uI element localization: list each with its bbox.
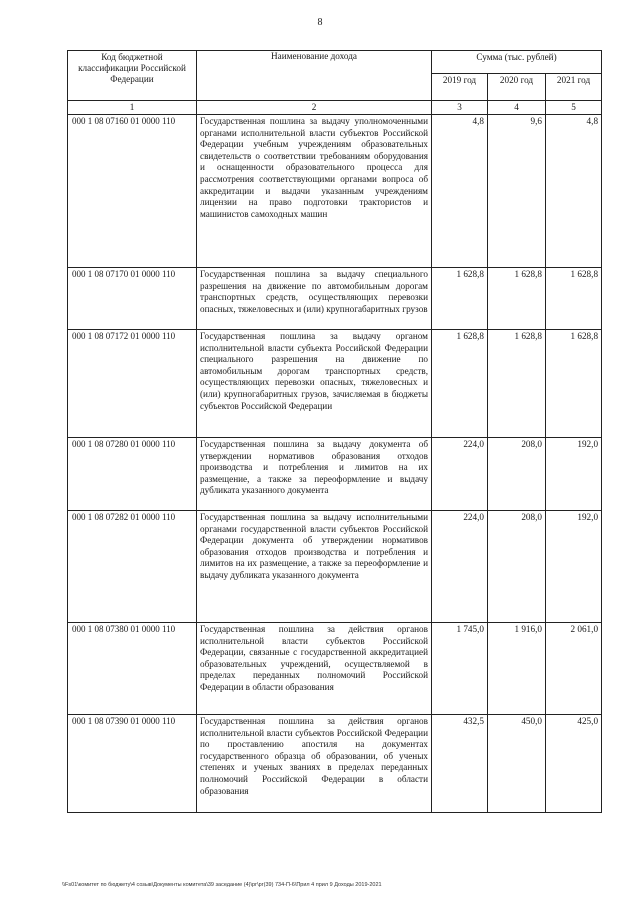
value-2019: 224,0 — [432, 438, 488, 511]
column-numbers-row — [68, 101, 602, 115]
value-2021: 425,0 — [546, 715, 602, 813]
revenue-name: Государственная пошлина за выдачу уполномоченными органами исполнительной власти субъектов Российской Федерации учебным учреждениям образовательных свидетельств о соответствии требованиям оборудования и оснащенности образовательного процесса для рассмотрения соответствующими органами вопроса об аккредитации и выдачи указанным учреждениям лицензии на право подготовки трактористов и машинистов самоходных машин — [197, 115, 432, 268]
value-2020: 450,0 — [488, 715, 546, 813]
table-row — [68, 330, 602, 438]
value-2019: 1 628,8 — [432, 330, 488, 438]
column-number: 3 — [432, 101, 488, 115]
header-year-2019: 2019 год — [432, 74, 488, 101]
value-2021: 192,0 — [546, 438, 602, 511]
value-2019: 1 745,0 — [432, 623, 488, 715]
value-2020: 9,6 — [488, 115, 546, 268]
column-number: 2 — [197, 101, 432, 115]
budget-code: 000 1 08 07380 01 0000 110 — [68, 623, 197, 715]
header-year-2020: 2020 год — [488, 74, 546, 101]
budget-code: 000 1 08 07170 01 0000 110 — [68, 268, 197, 330]
value-2021: 4,8 — [546, 115, 602, 268]
value-2019: 432,5 — [432, 715, 488, 813]
header-year-2021: 2021 год — [546, 74, 602, 101]
value-2019: 4,8 — [432, 115, 488, 268]
revenue-name: Государственная пошлина за выдачу органом исполнительной власти субъекта Российской Федерации специального разрешения на движение по автомобильным дорогам транспортных средств, осуществляющих перевозки опасных, тяжеловесных и (или) крупногабаритных грузов, зачисляемая в бюджеты субъектов Российской Федерации — [197, 330, 432, 438]
budget-code: 000 1 08 07390 01 0000 110 — [68, 715, 197, 813]
value-2020: 208,0 — [488, 511, 546, 623]
column-number: 5 — [546, 101, 602, 115]
page-number: 8 — [317, 17, 323, 28]
value-2021: 1 628,8 — [546, 268, 602, 330]
header-row-top — [68, 51, 602, 74]
revenue-name: Государственная пошлина за выдачу специального разрешения на движение по автомобильным дорогам транспортных средств, осуществляющих перевозки опасных, тяжеловесных и (или) крупногабаритных грузов — [197, 268, 432, 330]
budget-code: 000 1 08 07280 01 0000 110 — [68, 438, 197, 511]
table-row — [68, 115, 602, 268]
value-2021: 2 061,0 — [546, 623, 602, 715]
column-number: 4 — [488, 101, 546, 115]
budget-code: 000 1 08 07160 01 0000 110 — [68, 115, 197, 268]
header-name: Наименование дохода — [197, 51, 432, 101]
revenue-name: Государственная пошлина за выдачу исполнительными органами государственной власти субъектов Российской Федерации документа об утверждении нормативов образования отходов производства и потребления и лимитов на их размещение, а также за переоформление и выдачу дубликата указанного документа — [197, 511, 432, 623]
revenue-name: Государственная пошлина за действия органов исполнительной власти субъектов Российской Федерации, связанные с государственной аккредитацией образовательных учреждений, осуществляемой в пределах переданных полномочий Российской Федерации в области образования — [197, 623, 432, 715]
table-row — [68, 715, 602, 813]
table-row — [68, 511, 602, 623]
value-2020: 1 916,0 — [488, 623, 546, 715]
footer-file-path: \\Fs01\комитет по бюджету\4 созыв\Документы комитета\39 заседание (4)\рг\рг(39) 734-П-6\Прил 4 прил 9 Доходы 2019-2021 — [62, 882, 382, 888]
revenue-table — [67, 50, 602, 813]
budget-code: 000 1 08 07172 01 0000 110 — [68, 330, 197, 438]
value-2020: 1 628,8 — [488, 330, 546, 438]
value-2019: 224,0 — [432, 511, 488, 623]
value-2019: 1 628,8 — [432, 268, 488, 330]
revenue-name: Государственная пошлина за выдачу документа об утверждении нормативов образования отходов производства и потребления и лимитов на их размещение, а также за переоформление и выдачу дубликата указанного документа — [197, 438, 432, 511]
column-number: 1 — [68, 101, 197, 115]
table-row — [68, 438, 602, 511]
revenue-name: Государственная пошлина за действия органов исполнительной власти субъектов Российской Федерации по проставлению апостиля на документах государственного образца об образовании, об ученых степенях и ученых званиях в пределах переданных полномочий Российской Федерации в области образования — [197, 715, 432, 813]
value-2020: 208,0 — [488, 438, 546, 511]
budget-code: 000 1 08 07282 01 0000 110 — [68, 511, 197, 623]
value-2020: 1 628,8 — [488, 268, 546, 330]
header-sum: Сумма (тыс. рублей) — [432, 51, 602, 74]
value-2021: 192,0 — [546, 511, 602, 623]
header-code: Код бюджетной классификации Российской Федерации — [68, 51, 197, 101]
table-row — [68, 268, 602, 330]
table-row — [68, 623, 602, 715]
value-2021: 1 628,8 — [546, 330, 602, 438]
